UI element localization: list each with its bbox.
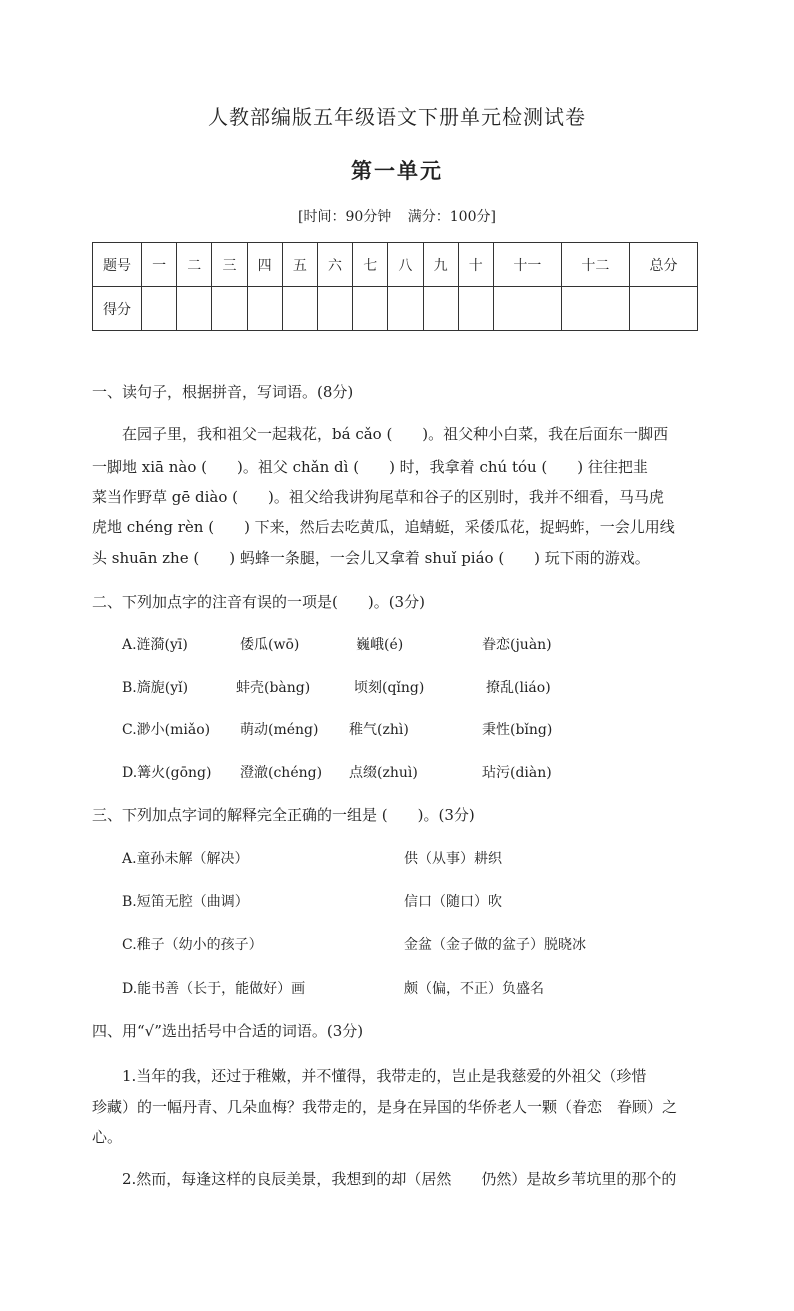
question-4-paragraph-line: 1.当年的我，还过于稚嫩，并不懂得，我带走的，岂止是我慈爱的外祖父（珍惜 bbox=[122, 1067, 647, 1085]
q3-option-a-left: A.童孙未解（解决） bbox=[122, 851, 249, 867]
q2-option-d-item: 点缀(zhuì) bbox=[349, 765, 418, 781]
table-cell: 七 bbox=[353, 243, 388, 287]
score-table-header-row bbox=[93, 243, 698, 287]
question-1-heading: 一、读句子，根据拼音，写词语。(8分) bbox=[92, 383, 354, 401]
q2-option-d-item: 澄澈(chéng) bbox=[240, 765, 323, 781]
question-4-paragraph-line: 2.然而，每逢这样的良辰美景，我想到的却（居然 仍然）是故乡苇坑里的那个的 bbox=[122, 1170, 677, 1188]
time-limit: [时间：90分钟 bbox=[298, 209, 392, 225]
q2-option-b-item: 顷刻(qǐng) bbox=[354, 680, 425, 696]
question-4-paragraph-line: 心。 bbox=[92, 1128, 123, 1146]
q3-option-b-right: 信口（随口）吹 bbox=[404, 894, 502, 910]
question-1-line: 头 shuān zhe ( ) 蚂蜂一条腿，一会儿又拿着 shuǐ piáo ( ) 玩下雨的游戏。 bbox=[92, 549, 650, 567]
score-entry-cell[interactable] bbox=[212, 287, 247, 331]
q2-option-a-item: 巍峨(é) bbox=[356, 637, 404, 653]
table-cell: 总分 bbox=[629, 243, 697, 287]
table-cell: 十 bbox=[458, 243, 493, 287]
q3-option-d-left: D.能书善（长于，能做好）画 bbox=[122, 981, 306, 997]
q3-option-d-right: 颇（偏，不正）负盛名 bbox=[404, 981, 544, 997]
table-cell: 三 bbox=[212, 243, 247, 287]
q2-option-a-item: A.涟漪(yī) bbox=[122, 637, 188, 653]
q2-option-b-item: 撩乱(liáo) bbox=[486, 680, 551, 696]
score-table bbox=[92, 242, 698, 331]
table-cell: 二 bbox=[177, 243, 212, 287]
score-entry-cell[interactable] bbox=[142, 287, 177, 331]
table-cell: 八 bbox=[388, 243, 423, 287]
q2-option-b-item: 蚌壳(bàng) bbox=[236, 680, 311, 696]
score-table-score-row bbox=[93, 287, 698, 331]
score-entry-cell[interactable] bbox=[458, 287, 493, 331]
q3-option-c-left: C.稚子（幼小的孩子） bbox=[122, 937, 263, 953]
exam-title: 人教部编版五年级语文下册单元检测试卷 bbox=[208, 105, 586, 129]
question-3-heading: 三、下列加点字词的解释完全正确的一组是 ( )。(3分) bbox=[92, 806, 475, 824]
table-cell: 五 bbox=[282, 243, 317, 287]
score-entry-cell[interactable] bbox=[493, 287, 561, 331]
q2-option-a-item: 眷恋(juàn) bbox=[482, 637, 552, 653]
q3-option-c-right: 金盆（金子做的盆子）脱晓冰 bbox=[404, 937, 586, 953]
q2-option-c-item: 稚气(zhì) bbox=[349, 722, 409, 738]
score-entry-cell[interactable] bbox=[282, 287, 317, 331]
q3-option-b-left: B.短笛无腔（曲调） bbox=[122, 894, 249, 910]
question-1-line: 一脚地 xiā nào ( )。祖父 chǎn dì ( ) 时，我拿着 chú tóu ( ) 往往把韭 bbox=[92, 458, 648, 476]
question-1-line: 菜当作野草 gē diào ( )。祖父给我讲狗尾草和谷子的区别时，我并不细看，马马虎 bbox=[92, 488, 664, 506]
table-cell: 九 bbox=[423, 243, 458, 287]
score-entry-cell[interactable] bbox=[629, 287, 697, 331]
score-entry-cell[interactable] bbox=[388, 287, 423, 331]
table-cell: 六 bbox=[317, 243, 352, 287]
score-entry-cell[interactable] bbox=[353, 287, 388, 331]
unit-title: 第一单元 bbox=[351, 158, 443, 183]
question-4-heading: 四、用“√”选出括号中合适的词语。(3分) bbox=[92, 1022, 364, 1040]
q2-option-c-item: C.渺小(miǎo) bbox=[122, 722, 211, 738]
table-cell: 一 bbox=[142, 243, 177, 287]
question-1-line: 在园子里，我和祖父一起栽花，bá cǎo ( )。祖父种小白菜，我在后面东一脚西 bbox=[122, 425, 669, 443]
score-entry-cell[interactable] bbox=[561, 287, 629, 331]
score-entry-cell[interactable] bbox=[177, 287, 212, 331]
q2-option-a-item: 倭瓜(wō) bbox=[240, 637, 300, 653]
score-entry-cell[interactable] bbox=[423, 287, 458, 331]
table-cell: 题号 bbox=[93, 243, 142, 287]
time-info bbox=[0, 206, 794, 226]
q3-option-a-right: 供（从事）耕织 bbox=[404, 851, 502, 867]
q2-option-c-item: 萌动(méng) bbox=[240, 722, 319, 738]
table-cell: 十二 bbox=[561, 243, 629, 287]
score-entry-cell[interactable] bbox=[317, 287, 352, 331]
table-cell: 十一 bbox=[493, 243, 561, 287]
score-entry-cell[interactable] bbox=[247, 287, 282, 331]
table-cell: 四 bbox=[247, 243, 282, 287]
full-score: 满分：100分] bbox=[407, 209, 496, 225]
q2-option-d-item: 玷污(diàn) bbox=[482, 765, 552, 781]
q2-option-b-item: B.旖旎(yǐ) bbox=[122, 680, 189, 696]
q2-option-d-item: D.篝火(gōng) bbox=[122, 765, 212, 781]
question-2-heading: 二、下列加点字的注音有误的一项是( )。(3分) bbox=[92, 593, 425, 611]
question-4-paragraph-line: 珍藏）的一幅丹青、几朵血梅？我带走的，是身在异国的华侨老人一颗（眷恋 眷顾）之 bbox=[92, 1098, 678, 1116]
question-1-line: 虎地 chéng rèn ( ) 下来，然后去吃黄瓜，追蜻蜓，采倭瓜花，捉蚂蚱，一会儿用线 bbox=[92, 518, 675, 536]
q2-option-c-item: 秉性(bǐng) bbox=[482, 722, 553, 738]
table-cell: 得分 bbox=[93, 287, 142, 331]
